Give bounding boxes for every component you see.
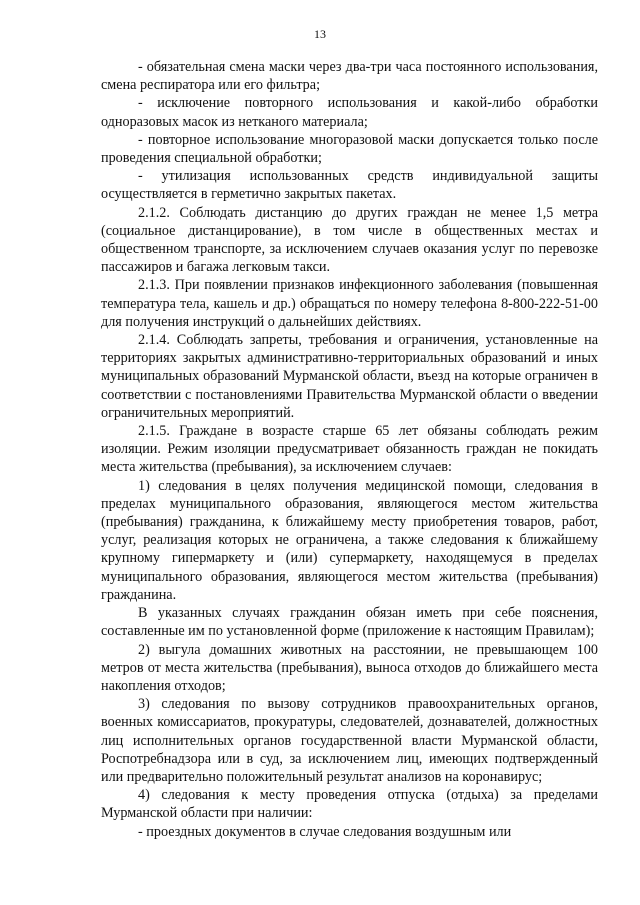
paragraph-no-reuse-masks: - исключение повторного использования и какой-либо обработки одноразовых масок из нетканого материала;: [101, 95, 598, 130]
paragraph-2-1-4: 2.1.4. Соблюдать запреты, требования и ограничения, установленные на территориях закрытых административно-территориальных образований и иных муниципальных образований Мурманской области, въезд на которые ограничен в соответствии с постановлениями Правительства Мурманской области о введении ограничительных мероприятий.: [101, 332, 598, 421]
paragraph-mask-change: - обязательная смена маски через два-три часа постоянного использования, смена респиратора или его фильтра;: [101, 59, 598, 94]
paragraph-item-2: 2) выгула домашних животных на расстоянии, не превышающем 100 метров от места жительства (пребывания), выноса отходов до ближайшего места накопления отходов;: [101, 641, 598, 694]
paragraph-reusable-mask: - повторное использование многоразовой маски допускается только после проведения специальной обработки;: [101, 131, 598, 167]
paragraph-item-1: 1) следования в целях получения медицинской помощи, следования в пределах муниципального образования, являющегося местом жительства (пребывания) гражданина, к ближайшему месту приобретения товаров, работ, услуг, реализация которых не ограничена, а также следования к ближайшему крупному гипермаркету и (или) супермаркету, находящемуся в пределах муниципального образования, являющегося местом жительства (пребывания) гражданина.: [101, 477, 598, 603]
paragraph-2-1-5: 2.1.5. Граждане в возрасте старше 65 лет обязаны соблюдать режим изоляции. Режим изоляции предусматривает обязанность граждан не покидать места жительства (пребывания), за исключением случаев:: [101, 423, 598, 476]
page-number: 13: [314, 27, 326, 41]
paragraph-item-3: 3) следования по вызову сотрудников правоохранительных органов, военных комиссариатов, прокуратуры, следователей, дознавателей, должностных лиц исполнительных органов государственной власти Мурманской области, Роспотребнадзора или в суд, за исключением лиц, имеющих подтвержденный или предварительно положительный результат анализов на коронавирус;: [101, 696, 598, 785]
document-body: [101, 58, 598, 841]
paragraph-ppe-disposal: - утилизация использованных средств индивидуальной защиты осуществляется в герметично закрытых пакетах.: [101, 168, 598, 203]
paragraph-2-1-2: 2.1.2. Соблюдать дистанцию до других граждан не менее 1,5 метра (социальное дистанцирование), в том числе в общественных местах и общественном транспорте, за исключением случаев оказания услуг по перевозке пассажиров и багажа легковым такси.: [101, 204, 598, 276]
paragraph-travel-documents: - проездных документов в случае следования воздушным или: [138, 823, 512, 840]
paragraph-2-1-3: 2.1.3. При появлении признаков инфекционного заболевания (повышенная температура тела, кашель и др.) обращаться по номеру телефона 8-800-222-51-00 для получения инструкций о дальнейших действиях.: [101, 277, 598, 330]
paragraph-item-4: 4) следования к месту проведения отпуска (отдыха) за пределами Мурманской области при наличии:: [101, 787, 598, 822]
paragraph-explanations: В указанных случаях гражданин обязан иметь при себе пояснения, составленные им по установленной форме (приложение к настоящим Правилам);: [101, 605, 598, 640]
